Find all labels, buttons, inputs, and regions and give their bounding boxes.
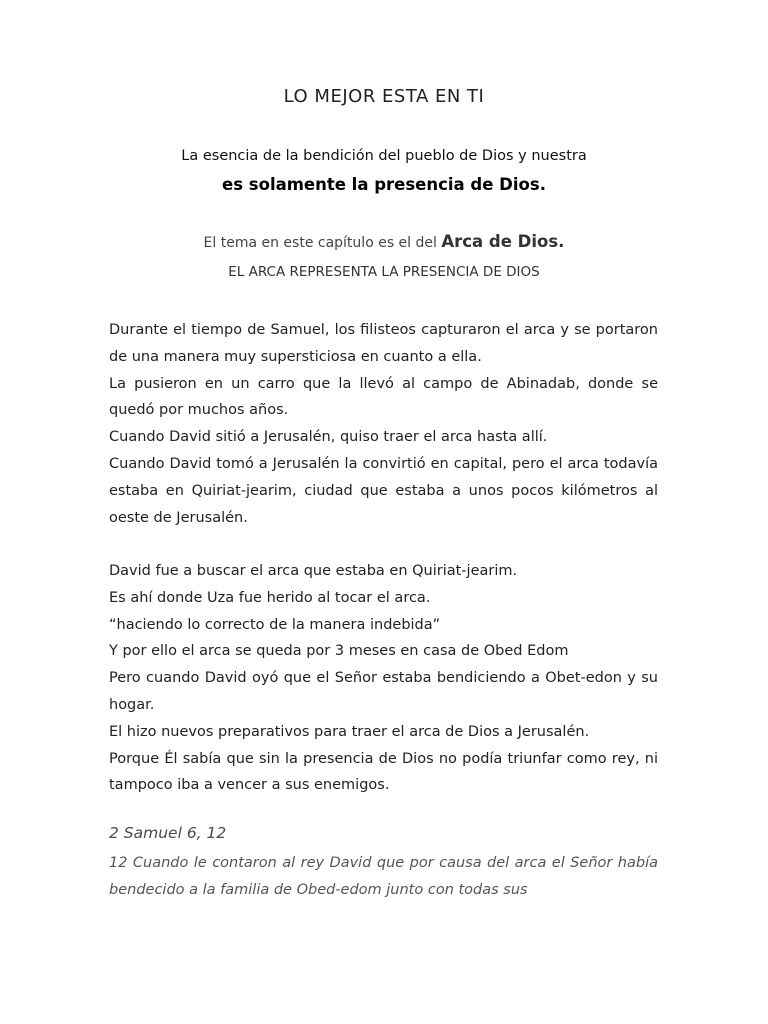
paragraph: Porque Él sabía que sin la presencia de Dios no podía triunfar como rey, ni tampoco iba a vencer a sus enemigos. <box>109 750 658 794</box>
paragraph: David fue a buscar el arca que estaba en Quiriat-jearim. <box>109 563 518 579</box>
ark-statement: EL ARCA REPRESENTA LA PRESENCIA DE DIOS <box>228 264 540 280</box>
theme-line <box>0 232 768 251</box>
paragraph: Cuando David tomó a Jerusalén la convirtió en capital, pero el arca todavía estaba en Quiriat-jearim, ciudad que estaba a unos pocos kilómetros al oeste de Jerusalén. <box>109 455 658 526</box>
paragraph: La pusieron en un carro que la llevó al campo de Abinadab, donde se quedó por muchos años. <box>109 375 658 419</box>
bible-quote: 12 Cuando le contaron al rey David que por causa del arca el Señor había bendecido a la familia de Obed-edom junto con todas sus <box>109 855 658 898</box>
theme-prefix: El tema en este capítulo es el del <box>203 235 437 251</box>
paragraph: Cuando David sitió a Jerusalén, quiso traer el arca hasta allí. <box>109 429 548 446</box>
paragraph-block-1 <box>109 317 658 531</box>
paragraph: Es ahí donde Uza fue herido al tocar el arca. <box>109 589 431 606</box>
paragraph: Pero cuando David oyó que el Señor estaba bendiciendo a Obet-edon y su hogar. <box>109 670 658 713</box>
paragraph: Y por ello el arca se queda por 3 meses en casa de Obed Edom <box>109 643 569 660</box>
paragraph: Durante el tiempo de Samuel, los filisteos capturaron el arca y se portaron de una manera muy supersticiosa en cuanto a ella. <box>109 322 658 365</box>
subtitle-line-2: es solamente la presencia de Dios. <box>222 175 546 194</box>
bible-reference: 2 Samuel 6, 12 <box>109 824 227 842</box>
theme-highlight: Arca de Dios. <box>441 232 565 251</box>
document-title: LO MEJOR ESTA EN TI <box>283 86 485 107</box>
paragraph: El hizo nuevos preparativos para traer el arca de Dios a Jerusalén. <box>109 723 590 740</box>
paragraph: “haciendo lo correcto de la manera indebida” <box>109 616 441 633</box>
subtitle-line-1: La esencia de la bendición del pueblo de Dios y nuestra <box>181 148 587 164</box>
paragraph-block-2 <box>109 558 658 799</box>
